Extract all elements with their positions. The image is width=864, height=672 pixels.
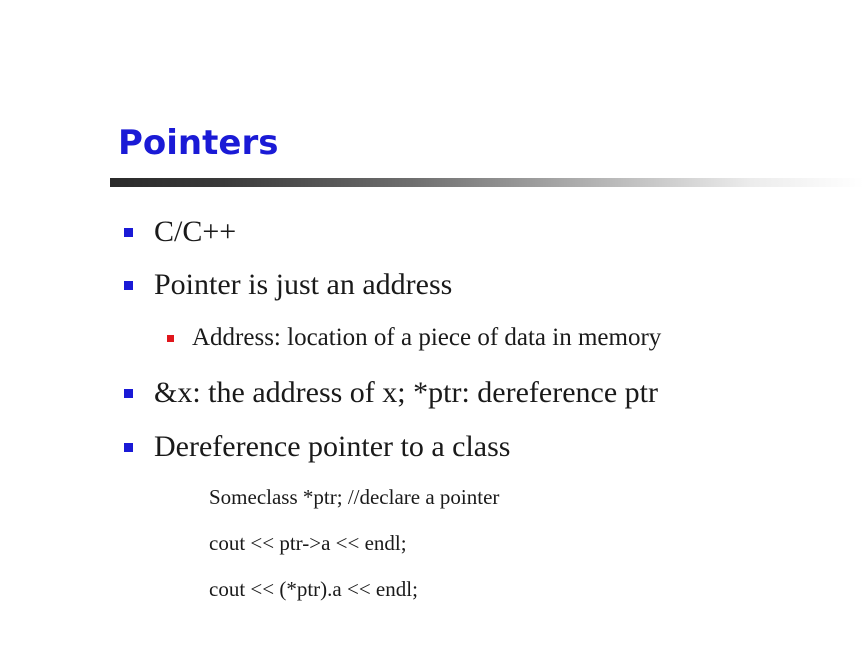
code-line-1: Someclass *ptr; //declare a pointer xyxy=(209,485,500,509)
bullet-square-icon xyxy=(124,281,133,290)
sub-bullet-square-icon xyxy=(167,335,174,342)
bullet-square-icon xyxy=(124,228,133,237)
code-line-3: cout << (*ptr).a << endl; xyxy=(209,577,418,601)
bullet-square-icon xyxy=(124,443,133,452)
sub-bullet-item-1: Address: location of a piece of data in memory xyxy=(192,324,662,351)
bullet-item-3: &x: the address of x; *ptr: dereference ptr xyxy=(154,376,658,409)
bullet-item-4: Dereference pointer to a class xyxy=(154,430,511,463)
title-underline-rule xyxy=(110,178,864,187)
bullet-item-2: Pointer is just an address xyxy=(154,268,453,301)
code-line-2: cout << ptr->a << endl; xyxy=(209,531,407,555)
slide-title: Pointers xyxy=(118,123,279,163)
bullet-item-1: C/C++ xyxy=(154,215,237,248)
bullet-square-icon xyxy=(124,389,133,398)
